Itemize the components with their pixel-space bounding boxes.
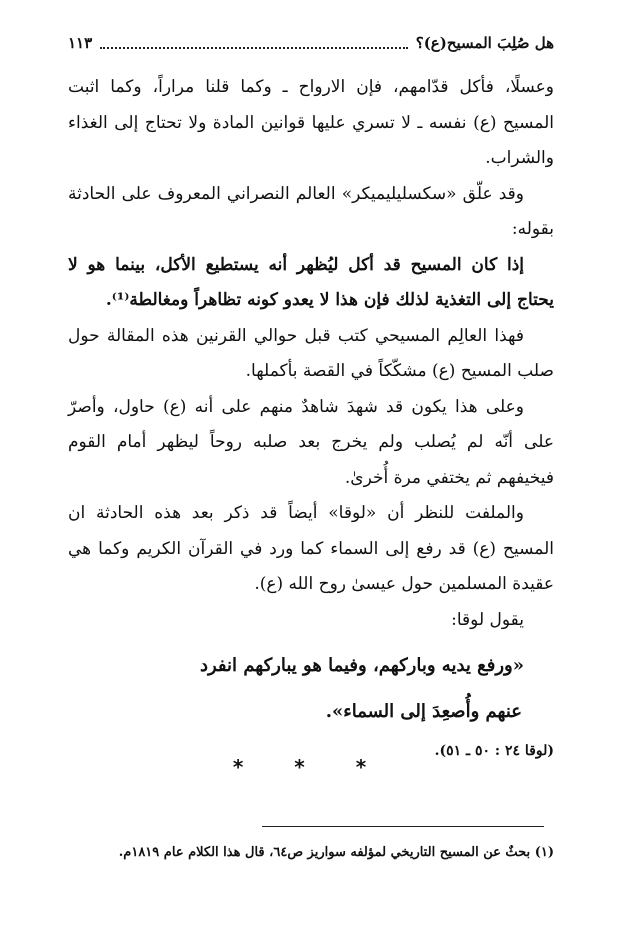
page-number: ١١٣ (68, 34, 93, 52)
paragraph-luke-note: والملفت للنظر أن «لوقا» أيضاً قد ذكر بعد هذه الحادثة ان المسيح (ع) قد رفع إلى السماء كما ورد في القرآن الكريم وكما هي عقيدة المسلمين حول عيسىٰ روح الله (ع). (68, 503, 554, 594)
paragraph-scholar-note: فهذا العالِم المسيحي كتب قبل حوالي القرنين هذه المقالة حول صلب المسيح (ع) مشكّكاً في القصة بأكملها. (68, 325, 554, 381)
page-body (68, 70, 554, 766)
paragraph-continuation: وعسلًا، فأكل قدّامهم، فإن الارواح ـ وكما قلنا مراراً، وكما اثبت المسيح (ع) نفسه ـ لا تسري عليها قوانين المادة ولا تحتاج إلى الغذاء والشراب. (68, 77, 554, 168)
paragraph-witness: وعلى هذا يكون قد شهدَ شاهدٌ منهم على أنه (ع) حاول، وأصرّ على أنّه لم يُصلب ولم يخرج بعد صلبه روحاً ليظهر أمام القوم فيخيفهم ثم يختفي مرة أُخرىٰ. (68, 396, 554, 488)
paragraph-luke-says: يقول لوقا: (451, 609, 524, 630)
paragraph-commentary-intro: وقد علّق «سكسليليميكر» العالم النصراني المعروف على الحادثة بقوله: (68, 183, 554, 239)
header-dot-leader (100, 37, 408, 49)
paragraph-quoted-commentary: إذا كان المسيح قد أكل ليُظهر أنه يستطيع الأكل، بينما هو لا يحتاج إلى التغذية لذلك فإن هذا لا يعدو كونه تظاهراً ومغالطة⁽¹⁾. (68, 254, 554, 310)
running-header (68, 30, 554, 56)
footnote-rule (262, 826, 544, 827)
scripture-reference: (لوقا ٢٤ : ٥٠ ـ ٥١). (434, 743, 554, 759)
section-separator: * * * (232, 755, 389, 779)
footnote: (١) بحثٌ عن المسيح التاريخي لمؤلفه سواريز ص٦٤، قال هذا الكلام عام ١٨١٩م. (118, 845, 554, 860)
scripture-quote-line-1: «ورفع يديه وباركهم، وفيما هو يباركهم انفرد (199, 655, 524, 676)
header-title: هل صُلِبَ المسيح(ع)؟ (415, 34, 554, 52)
scripture-quote-line-2: عنهم وأُصعِدَ إلى السماء». (325, 701, 522, 722)
